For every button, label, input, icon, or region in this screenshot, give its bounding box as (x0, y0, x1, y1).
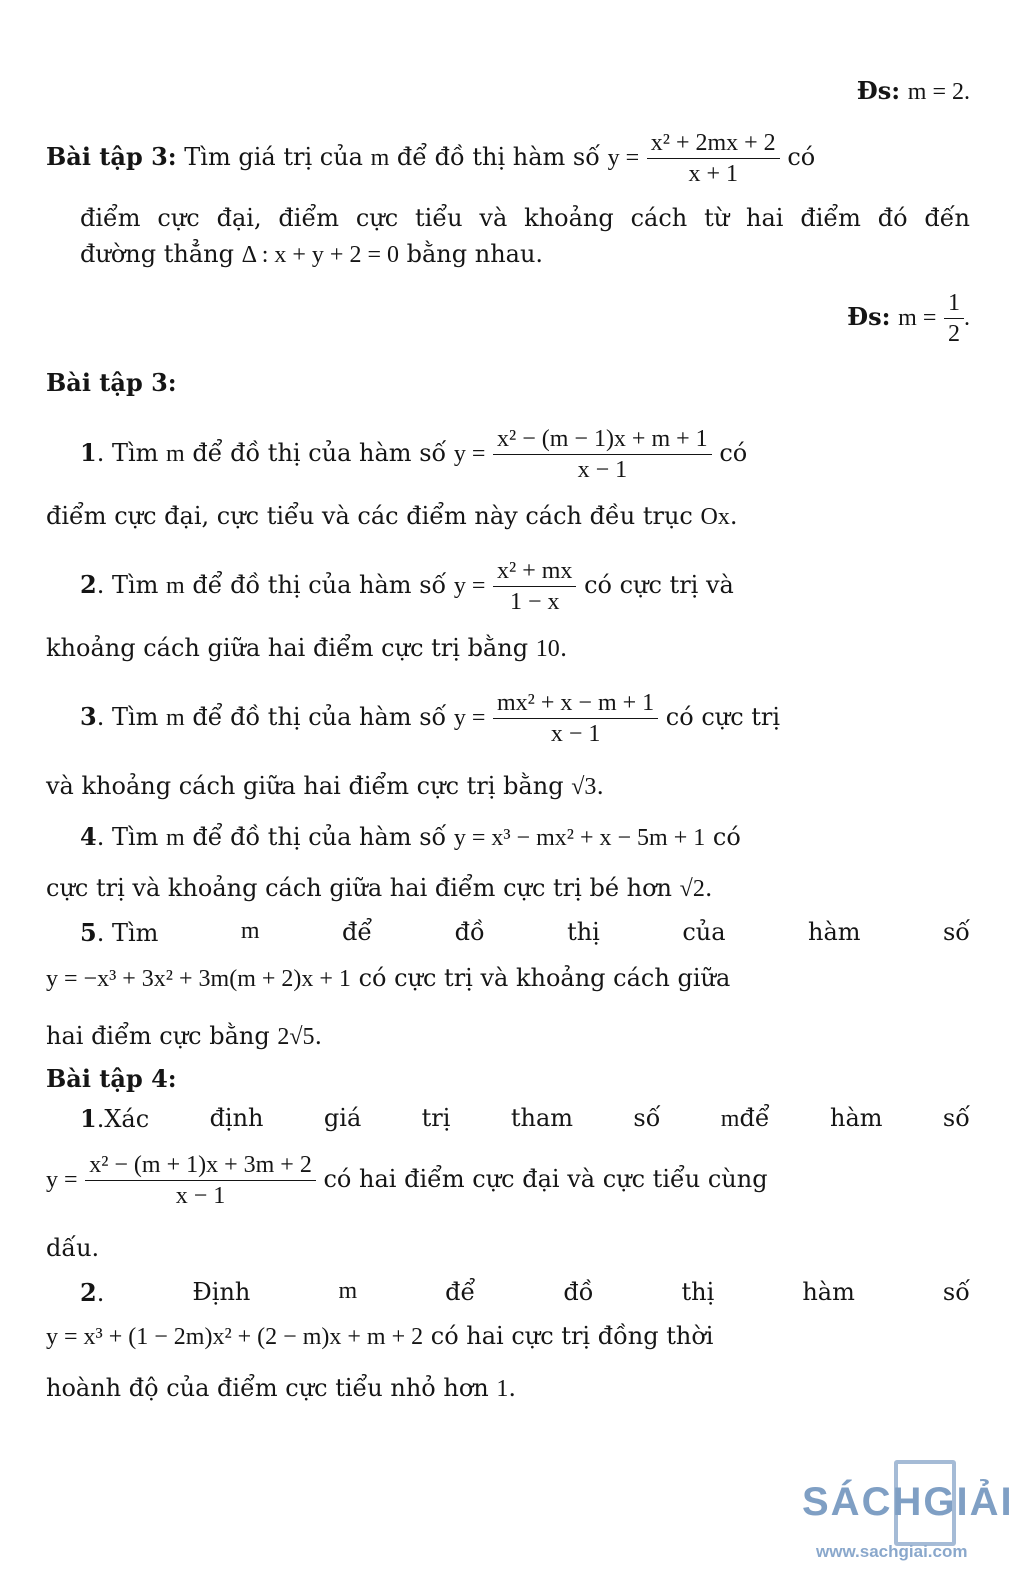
text: cực trị và khoảng cách giữa hai điểm cực trị bé hơn (46, 874, 673, 902)
word-group (721, 1104, 770, 1133)
text: để đồ thị của hàm số (192, 823, 447, 851)
value: 1 (496, 1376, 509, 1402)
exercise-4-item-1-line-2 (46, 1150, 970, 1211)
exercise-3a-line-1 (46, 128, 970, 189)
word: để (445, 1278, 476, 1306)
exercise-4-item-2-line-1 (80, 1278, 970, 1307)
fraction-denominator: x − 1 (577, 457, 628, 483)
fraction (493, 424, 712, 485)
exercise-title: Bài tập 3: (46, 142, 177, 171)
fraction-numerator: 1 (948, 290, 960, 316)
fraction-denominator: 2 (948, 321, 960, 347)
equation-lhs: y = (46, 1167, 78, 1193)
exercise-3a-answer (46, 288, 970, 349)
text: có cực trị và (584, 571, 734, 599)
word-group (80, 1278, 104, 1307)
exercise-title: Bài tập 3: (46, 368, 177, 397)
word-group (80, 918, 158, 947)
text: để đồ thị của hàm số (192, 571, 447, 599)
text: điểm cực đại, cực tiểu và các điểm này cách đều trục (46, 502, 693, 530)
answer-value: m = 2. (907, 79, 970, 105)
exercise-3b-item-2-line-2 (46, 634, 970, 663)
punct: . (729, 502, 738, 530)
exercise-3b-item-5-line-1 (80, 918, 970, 947)
exercise-3b-item-3-line-1 (80, 688, 970, 749)
item-number: 2 (80, 1278, 97, 1307)
exercise-3b-item-1-line-2 (46, 502, 970, 531)
word: thị (681, 1278, 715, 1306)
word: số (942, 1104, 970, 1132)
exercise-4-item-1-line-3: dấu. (46, 1234, 100, 1262)
variable-m: m (338, 1278, 358, 1304)
word: đồ (454, 918, 485, 946)
word: để (739, 1104, 770, 1132)
text: . Tìm (96, 703, 159, 731)
text: và khoảng cách giữa hai điểm cực trị bằng (46, 772, 564, 800)
word: hàm (802, 1278, 855, 1306)
prev-answer (46, 76, 970, 106)
exercise-3a-line-3 (80, 240, 1004, 269)
variable-m: m (720, 1106, 740, 1132)
fraction (85, 1150, 316, 1211)
word: đồ (563, 1278, 594, 1306)
word: Định (192, 1278, 251, 1306)
exercise-3b-item-4-line-2 (46, 874, 970, 903)
punct: . (559, 634, 568, 662)
exercise-3b-item-3-line-2 (46, 772, 970, 801)
text: có cực trị (665, 703, 781, 731)
fraction (493, 688, 658, 749)
fraction (647, 128, 780, 189)
sqrt-value: 2√5 (277, 1024, 315, 1050)
exercise-4-title (46, 1064, 970, 1093)
variable-m: m (166, 573, 185, 599)
punct: . (964, 305, 970, 331)
answer-label: Đs: (847, 302, 891, 331)
text: . Tìm (96, 823, 159, 851)
item-number: 5 (80, 918, 97, 947)
word: của (682, 918, 726, 946)
equation-lhs: y = (607, 145, 640, 171)
word: số (942, 918, 970, 946)
fraction-denominator: x − 1 (550, 721, 601, 747)
text: đường thẳng (80, 240, 234, 268)
word: . (96, 1279, 105, 1307)
text: bằng nhau. (406, 240, 544, 268)
function-formula: y = x³ + (1 − 2m)x² + (2 − m)x + m + 2 (46, 1324, 424, 1350)
word: trị (421, 1104, 451, 1132)
text: có hai điểm cực đại và cực tiểu cùng (323, 1165, 768, 1193)
punct: . (314, 1022, 323, 1050)
variable-m: m (166, 825, 185, 851)
variable-m: m (240, 918, 260, 944)
exercise-3b-item-5-line-2 (46, 964, 970, 993)
word: số (633, 1104, 661, 1132)
answer-fraction (944, 288, 964, 349)
item-number: 1 (80, 438, 97, 467)
fraction-numerator: x² + 2mx + 2 (650, 130, 776, 156)
text: khoảng cách giữa hai điểm cực trị bằng (46, 634, 529, 662)
exercise-3b-item-4-line-1 (80, 822, 970, 852)
word: hàm (807, 918, 861, 946)
word: hàm (830, 1104, 883, 1132)
word: giá (323, 1104, 362, 1132)
answer-lhs: m = (898, 305, 937, 331)
word: .Xác (96, 1105, 150, 1133)
fraction-numerator: x² + mx (497, 558, 573, 584)
text: có (719, 439, 748, 467)
punct: . (704, 874, 713, 902)
text: . Tìm (96, 571, 159, 599)
text: hoành độ của điểm cực tiểu nhỏ hơn (46, 1374, 489, 1402)
fraction-numerator: x² − (m + 1)x + 3m + 2 (89, 1152, 312, 1178)
item-number: 3 (80, 702, 97, 731)
equation-lhs: y = (453, 705, 486, 731)
text: có (787, 143, 816, 171)
exercise-4-item-2-line-2 (46, 1322, 970, 1351)
text: hai điểm cực bằng (46, 1022, 270, 1050)
text: . Tìm (96, 439, 159, 467)
value: 10 (535, 636, 560, 662)
equation-lhs: y = (453, 573, 486, 599)
text: có cực trị và khoảng cách giữa (358, 964, 731, 992)
item-number: 4 (80, 822, 97, 851)
fraction (493, 556, 576, 617)
fraction-numerator: x² − (m − 1)x + m + 1 (497, 426, 708, 452)
exercise-3b-item-2-line-1 (80, 556, 970, 617)
answer-label: Đs: (856, 76, 901, 105)
word: tham (510, 1104, 574, 1132)
text: có (712, 823, 741, 851)
fraction-denominator: 1 − x (509, 589, 560, 615)
punct: . (596, 772, 605, 800)
equation-lhs: y = (453, 441, 486, 467)
exercise-4-item-1-line-1 (80, 1104, 970, 1133)
line-equation: Δ : x + y + 2 = 0 (241, 242, 399, 268)
text: để đồ thị hàm số (396, 143, 600, 171)
document-page (46, 0, 970, 1593)
exercise-3a-line-2: điểm cực đại, điểm cực tiểu và khoảng cách từ hai điểm đó đến (80, 204, 970, 232)
fraction-denominator: x + 1 (688, 161, 738, 187)
watermark-logo (802, 1460, 1014, 1580)
variable-m: m (166, 705, 185, 731)
exercise-3b-item-1-line-1 (80, 424, 970, 485)
variable-m: m (166, 441, 185, 467)
word: để (341, 918, 373, 946)
text: để đồ thị của hàm số (192, 439, 447, 467)
logo-url: www.sachgiai.com (816, 1542, 968, 1561)
sqrt-value: √2 (679, 876, 705, 902)
axis-name: Ox (700, 504, 730, 530)
text: Tìm giá trị của (184, 143, 363, 171)
function-formula: y = x³ − mx² + x − 5m + 1 (453, 825, 706, 851)
sqrt-value: √3 (571, 774, 597, 800)
item-number: 1 (80, 1104, 97, 1133)
word: thị (567, 918, 600, 946)
exercise-3b-title (46, 368, 970, 397)
logo-text: SÁCHGIẢI (802, 1480, 1014, 1524)
fraction-numerator: mx² + x − m + 1 (497, 690, 655, 716)
text: có hai cực trị đồng thời (430, 1322, 714, 1350)
word: định (209, 1104, 264, 1132)
text: để đồ thị của hàm số (192, 703, 447, 731)
exercise-title: Bài tập 4: (46, 1064, 177, 1093)
item-number: 2 (80, 570, 97, 599)
word: . Tìm (96, 919, 159, 947)
exercise-4-item-2-line-3 (46, 1374, 970, 1403)
function-formula: y = −x³ + 3x² + 3m(m + 2)x + 1 (46, 966, 351, 992)
punct: . (508, 1374, 517, 1402)
exercise-3b-item-5-line-3 (46, 1022, 970, 1051)
word: số (942, 1278, 970, 1306)
fraction-denominator: x − 1 (175, 1183, 226, 1209)
variable-m: m (370, 145, 390, 171)
word-group (80, 1104, 149, 1133)
